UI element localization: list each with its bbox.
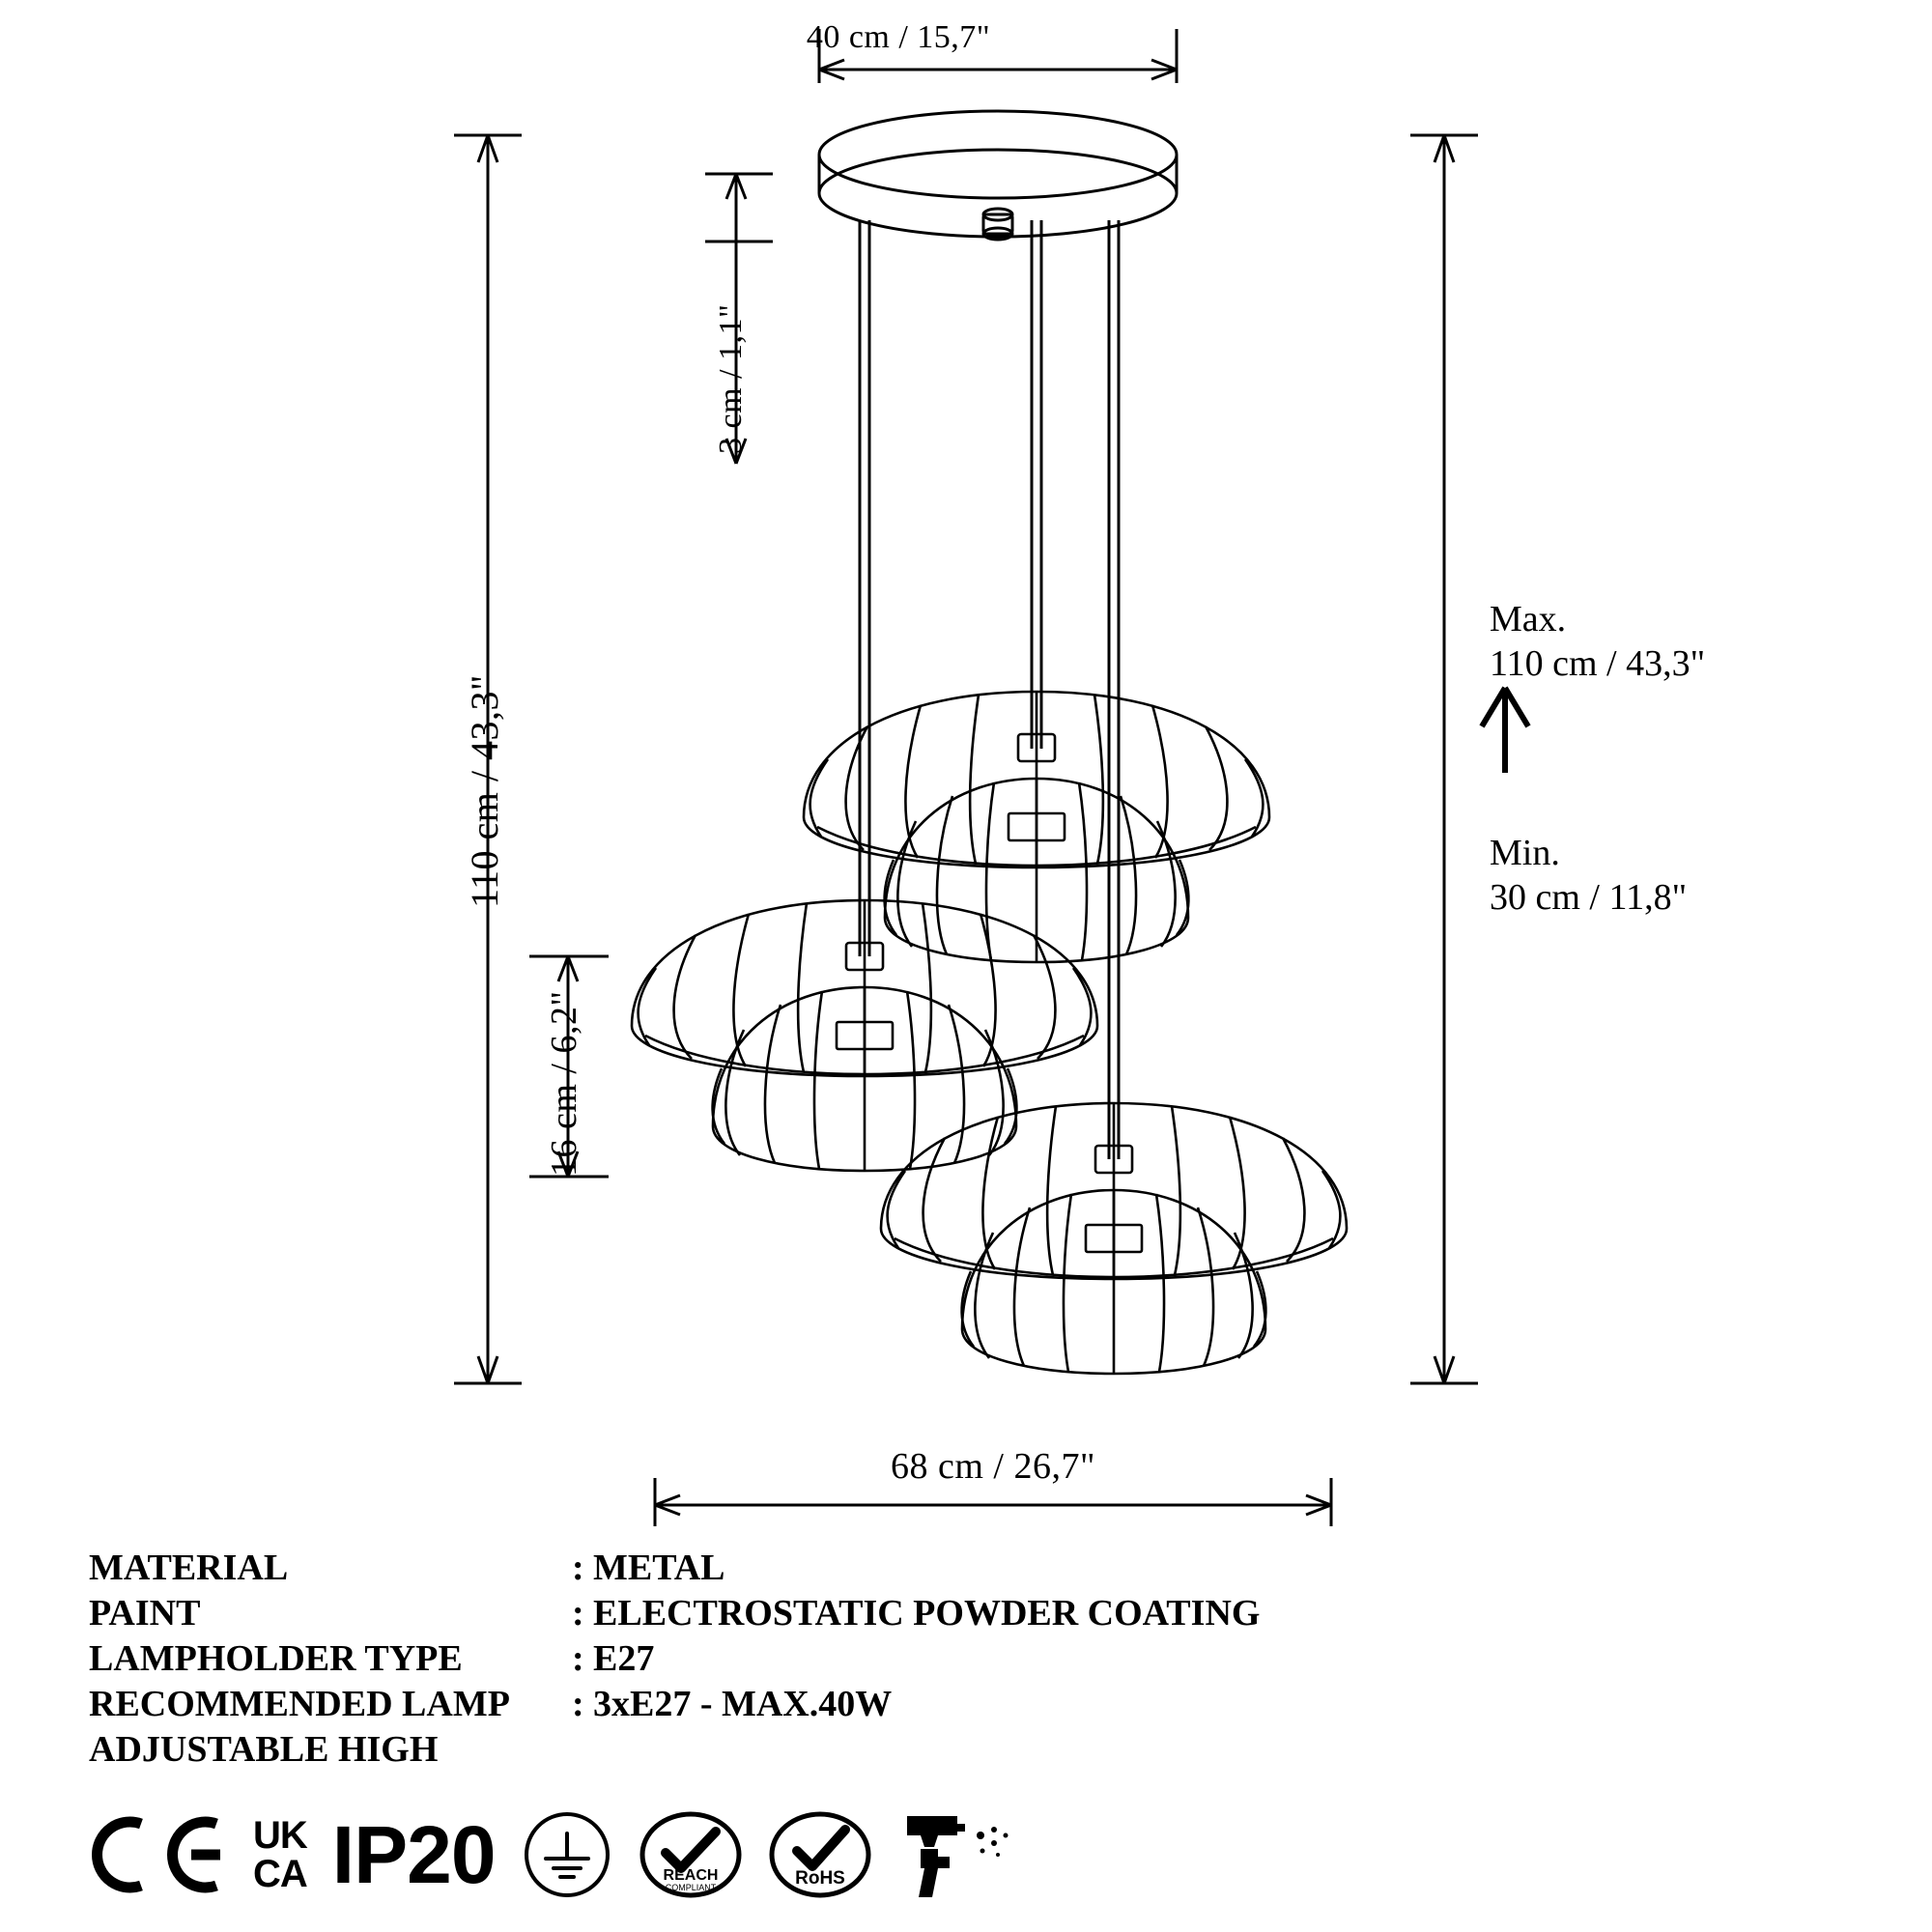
svg-text:REACH: REACH	[663, 1867, 719, 1884]
spec-value: ELECTROSTATIC POWDER COATING	[593, 1593, 1261, 1634]
suspension-cords	[860, 220, 1119, 1159]
spec-separator	[572, 1727, 593, 1773]
spec-value: E27	[593, 1638, 655, 1679]
spec-row-recommended-lamp	[89, 1682, 1260, 1727]
spec-separator: :	[572, 1684, 584, 1724]
max-height-block	[1490, 597, 1705, 686]
spec-separator: :	[572, 1638, 584, 1679]
powder-coating-spray-gun-icon	[897, 1806, 1013, 1903]
ip-rating-label: IP20	[331, 1809, 496, 1900]
canopy-height-label: 3 cm / 1,1"	[713, 303, 749, 454]
ukca-line2: CA	[253, 1853, 307, 1895]
shade-height-label: 16 cm / 6,2"	[544, 990, 584, 1177]
adjustable-up-arrow-icon	[1482, 688, 1528, 773]
specifications-table	[89, 1546, 1260, 1773]
spec-value: METAL	[593, 1548, 725, 1588]
reach-compliant-icon	[639, 1808, 743, 1901]
spec-row-paint	[89, 1591, 1260, 1636]
spec-value: 3xE27 - MAX.40W	[593, 1684, 893, 1724]
spec-separator: :	[572, 1548, 584, 1588]
total-height-label: 110 cm / 43,3"	[463, 674, 506, 908]
max-value: 110 cm / 43,3"	[1490, 643, 1706, 684]
ukca-mark-icon	[253, 1816, 307, 1893]
lamp-shade-middle	[632, 900, 1097, 1171]
min-label: Min.	[1490, 833, 1560, 873]
spec-row-adjustable-high	[89, 1727, 1260, 1773]
spec-key: PAINT	[89, 1593, 201, 1634]
class-1-earth-icon	[521, 1808, 613, 1901]
ceiling-canopy	[819, 111, 1177, 240]
min-height-block	[1490, 831, 1687, 920]
rohs-icon	[768, 1808, 872, 1901]
min-value: 30 cm / 11,8"	[1490, 877, 1688, 918]
svg-text:RoHS: RoHS	[794, 1868, 845, 1889]
spec-row-lampholder-type	[89, 1636, 1260, 1682]
spec-row-material	[89, 1546, 1260, 1591]
certification-badges	[83, 1806, 1013, 1903]
lamp-shade-lower	[881, 1103, 1347, 1374]
spec-key: ADJUSTABLE HIGH	[89, 1729, 439, 1770]
ce-mark-icon	[83, 1806, 228, 1903]
top-width-label: 40 cm / 15,7"	[806, 19, 991, 55]
spec-key: LAMPHOLDER TYPE	[89, 1638, 463, 1679]
spec-key: RECOMMENDED LAMP	[89, 1684, 510, 1724]
max-label: Max.	[1490, 599, 1567, 639]
lamp-shade-upper	[804, 692, 1269, 962]
ukca-line1: UK	[253, 1814, 307, 1857]
spec-key: MATERIAL	[89, 1548, 289, 1588]
right-height-dimension-line	[1410, 135, 1478, 1383]
bottom-width-label: 68 cm / 26,7"	[891, 1446, 1095, 1487]
svg-text:COMPLIANT: COMPLIANT	[665, 1883, 716, 1892]
spec-separator: :	[572, 1593, 584, 1634]
